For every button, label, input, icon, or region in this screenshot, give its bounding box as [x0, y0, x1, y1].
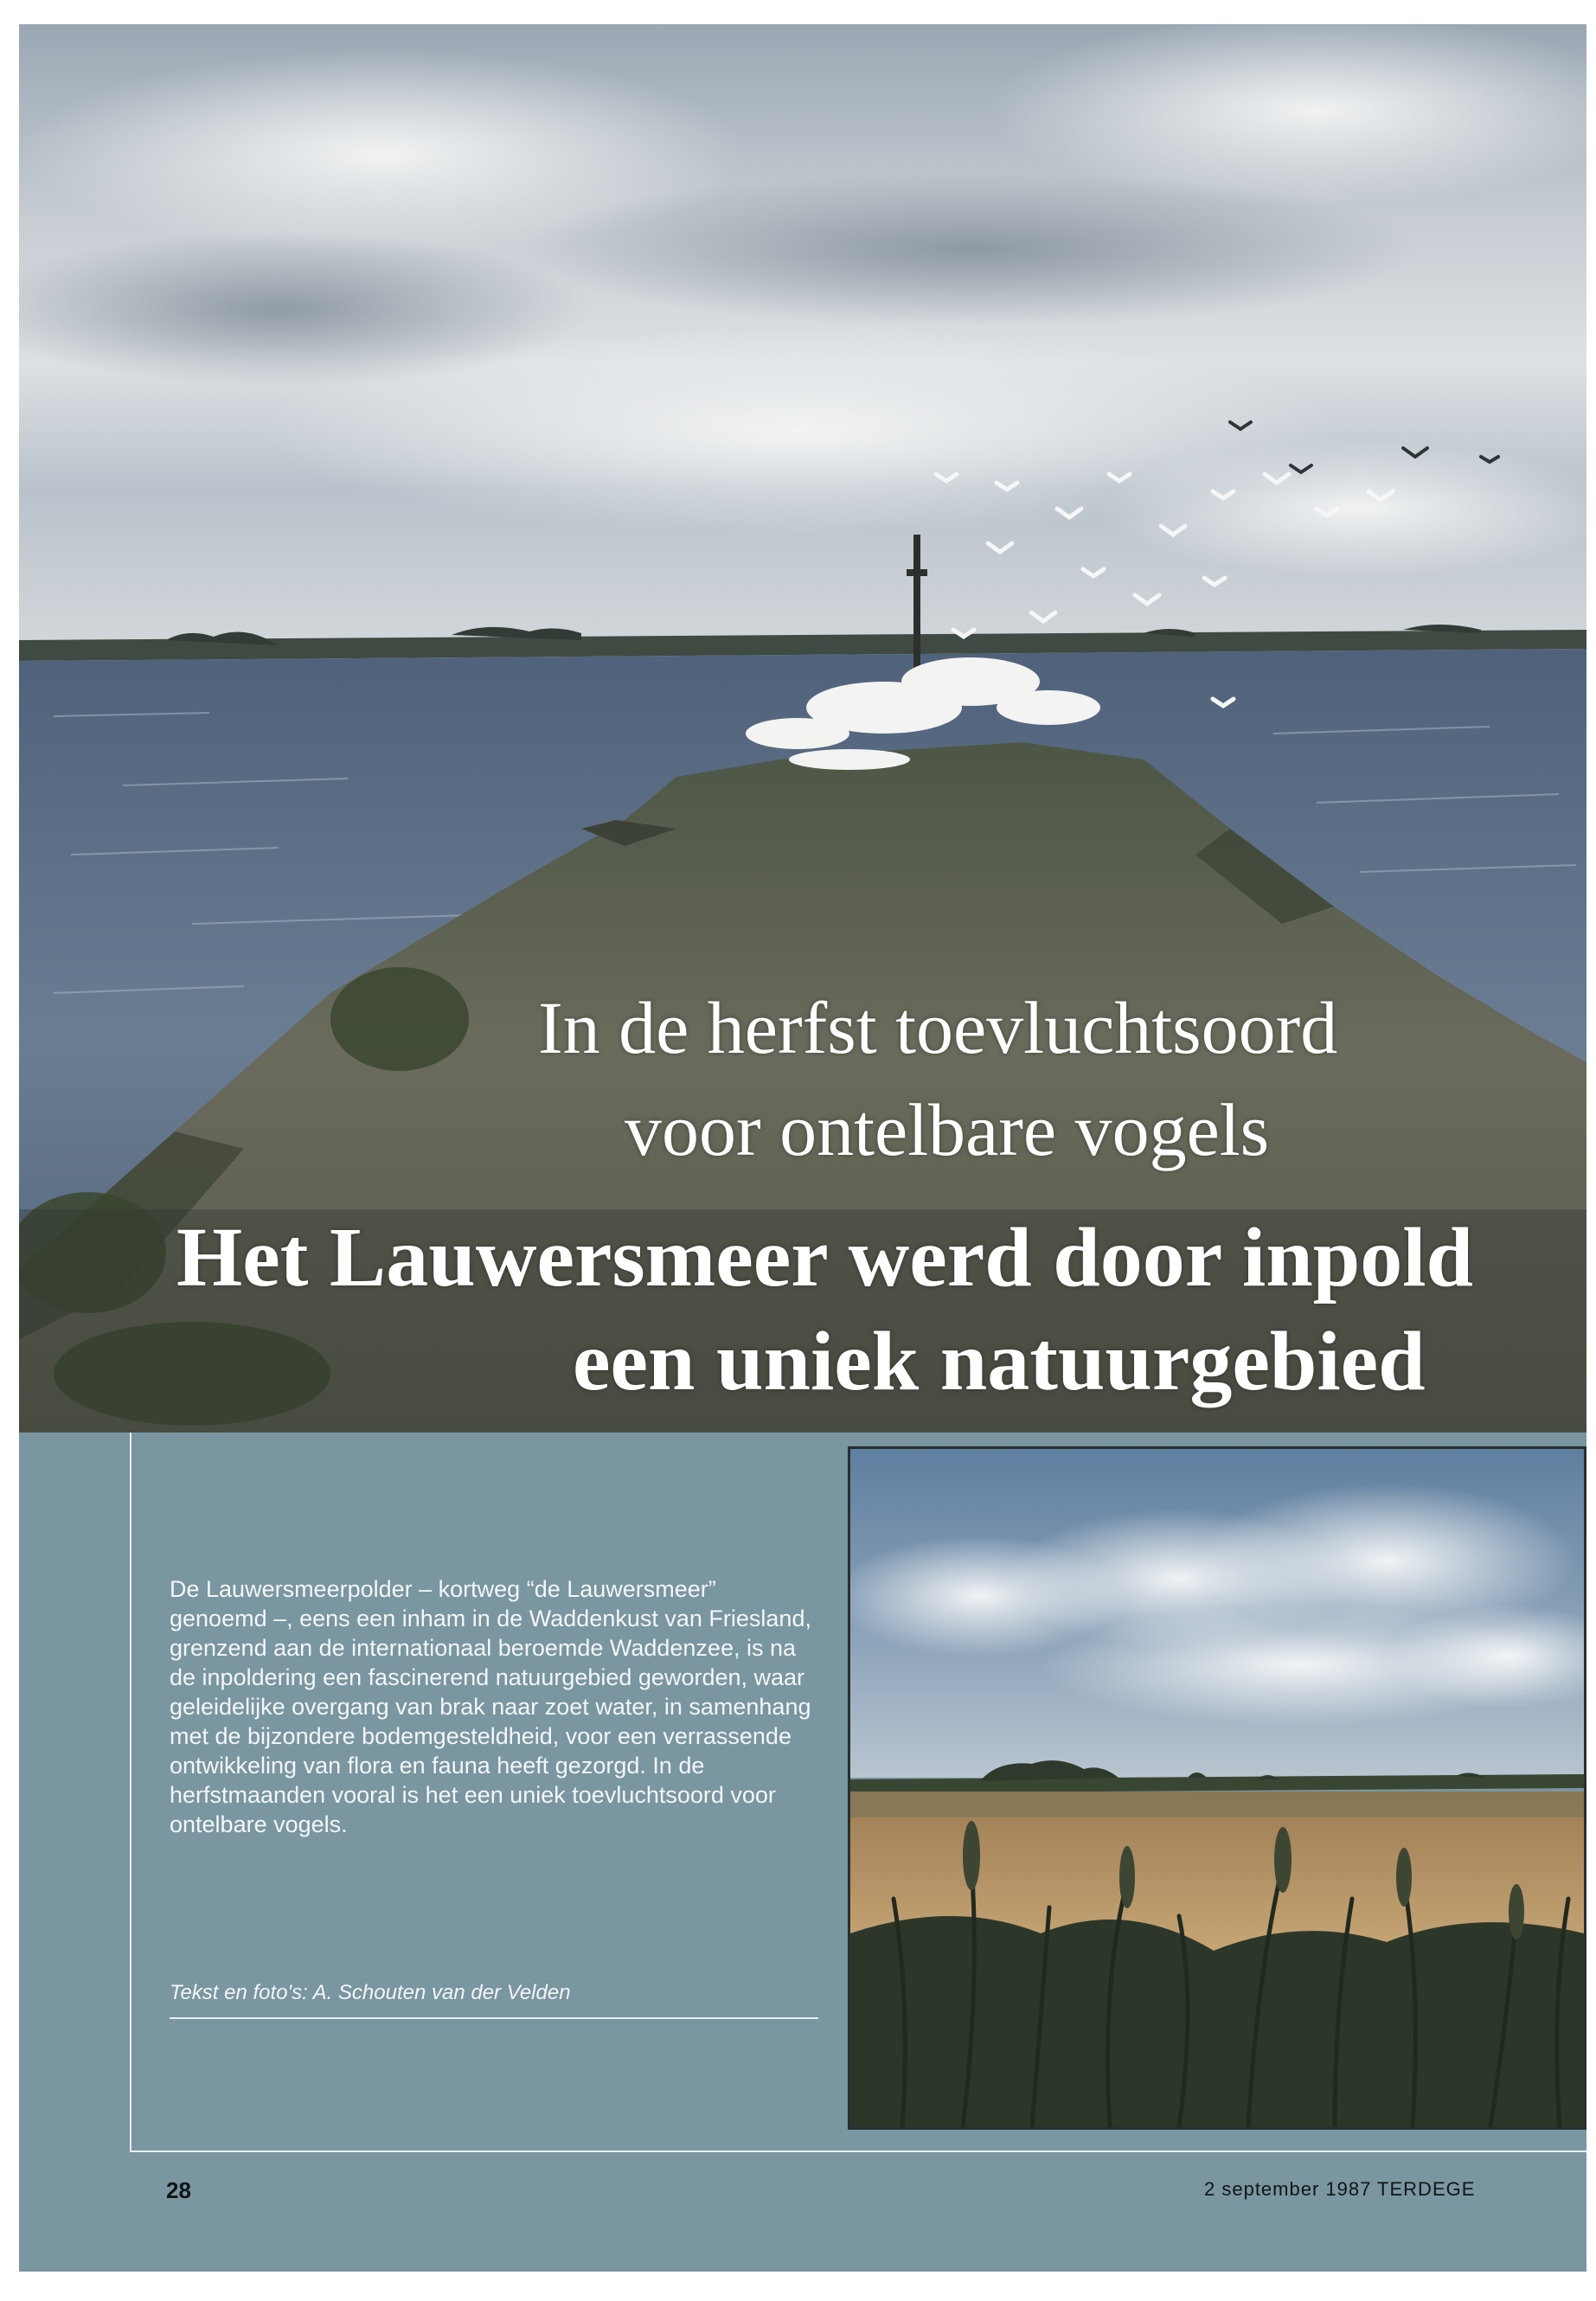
reed-landscape-scene — [850, 1449, 1584, 2127]
reed-landscape-photo — [848, 1446, 1586, 2130]
photo-credit: Tekst en foto's: A. Schouten van der Velden — [170, 1981, 818, 2019]
intro-paragraph: De Lauwersmeerpolder – kortweg “de Lauwersmeer” genoemd –, eens een inham in de Waddenkust van Friesland, grenzend aan de internationaal beroemde Waddenzee, is na de inpoldering een fascinerend natuurgebied geworden, waar geleidelijke overgang van brak naar zoet water, in samenhang met de bijzondere bodemgesteldheid, voor een verrassende ontwikkeling van flora en fauna heeft gezorgd. In de herfstmaanden vooral is het een uniek toevluchtsoord voor ontelbare vogels. — [170, 1576, 811, 1837]
title-line-2: een uniek natuurgebied — [573, 1315, 1426, 1408]
headline-overlay — [19, 24, 1586, 1433]
hero-photo-dike-with-gulls — [19, 24, 1586, 1433]
kicker-line-2: voor ontelbare vogels — [625, 1088, 1270, 1171]
panel-rule-horizontal — [130, 2150, 1586, 2152]
page-number: 28 — [166, 2177, 191, 2203]
panel-rule-vertical — [130, 1433, 131, 2150]
issue-date-line: 2 september 1987 TERDEGE — [1204, 2178, 1476, 2200]
title-line-1: Het Lauwersmeer werd door inpold — [176, 1211, 1473, 1304]
kicker-line-1: In de herfst toevluchtsoord — [538, 986, 1338, 1069]
footer-band — [19, 2150, 1586, 2272]
